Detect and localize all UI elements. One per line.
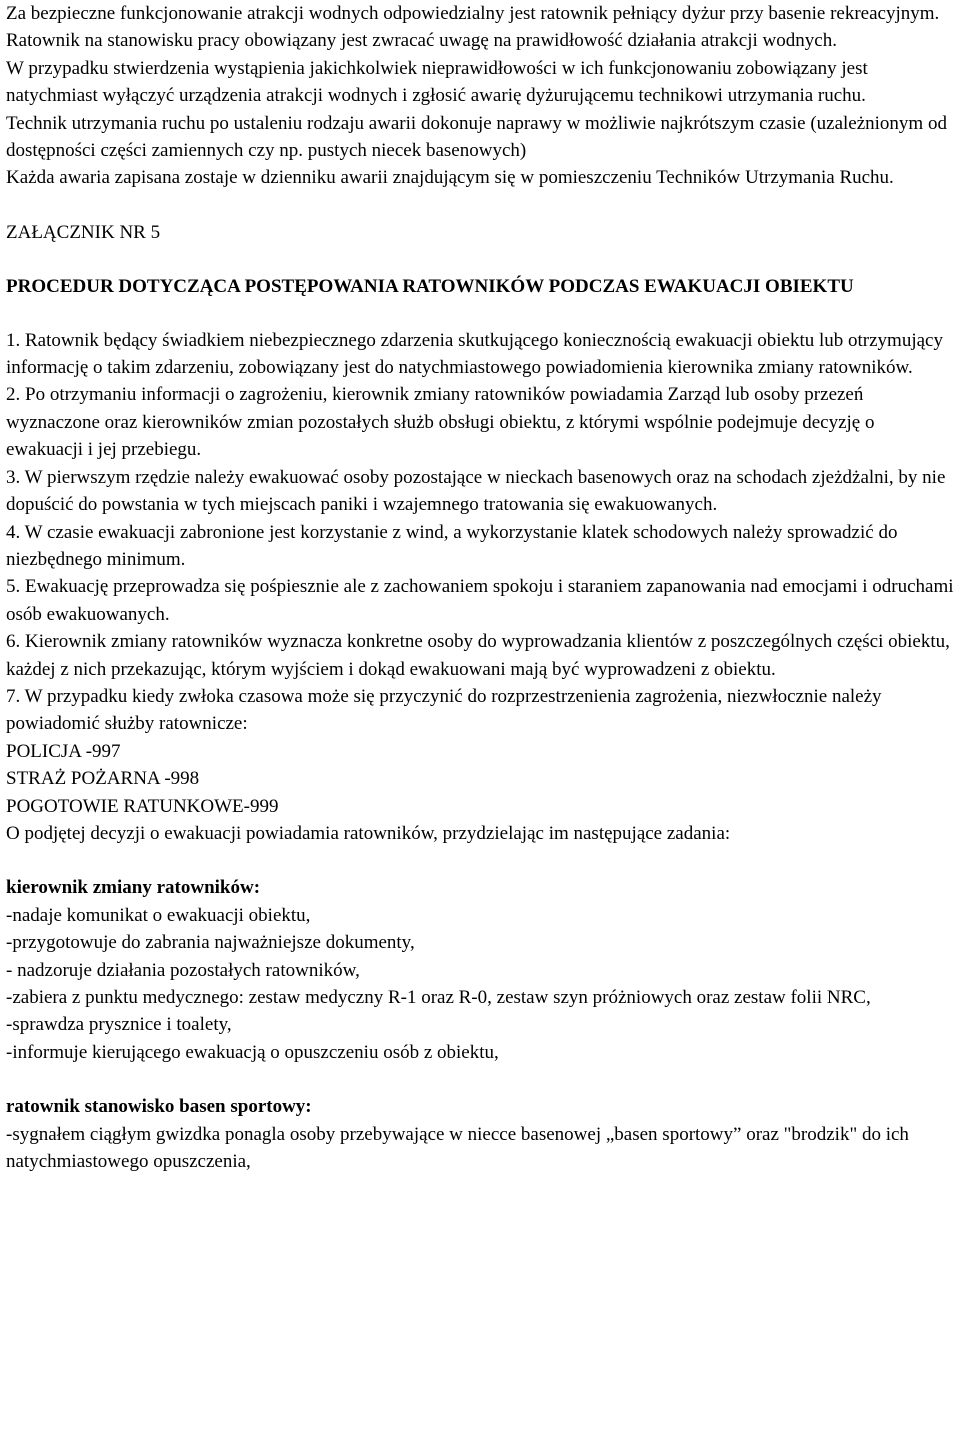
numbered-item: 7. W przypadku kiedy zwłoka czasowa może się przyczynić do rozprzestrzenienia zagrożenia, niezwłocznie należy powiadomić służby ratownicze: <box>6 685 882 735</box>
task-item: -przygotowuje do zabrania najważniejsze dokumenty, <box>6 932 415 954</box>
numbered-item: 1. Ratownik będący świadkiem niebezpiecznego zdarzenia skutkującego koniecznością ewakuacji obiektu lub otrzymujący informację o takim zdarzeniu, zobowiązany jest do natychmiastowego powiadomienia kierownika zmiany ratowników. <box>6 329 943 379</box>
decision-line: O podjętej decyzji o ewakuacji powiadamia ratowników, przydzielając im następujące zadania: <box>6 822 731 844</box>
intro-paragraph: Technik utrzymania ruchu po ustaleniu rodzaju awarii dokonuje naprawy w możliwie najkrótszym czasie (uzależnionym od dostępności części zamiennych czy np. pustych niecek basenowych) <box>6 112 947 162</box>
intro-paragraph: Za bezpieczne funkcjonowanie atrakcji wodnych odpowiedzialny jest ratownik pełniący dyżur przy basenie rekreacyjnym. <box>6 3 940 24</box>
numbered-item: 6. Kierownik zmiany ratowników wyznacza konkretne osoby do wyprowadzania klientów z poszczególnych części obiektu, każdej z nich przekazując, którym wyjściem i dokąd ewakuowani mają być wyprowadzeni z obiektu. <box>6 631 950 680</box>
numbered-item: 3. W pierwszym rzędzie należy ewakuować osoby pozostające w nieckach basenowych oraz na schodach zjeżdżalni, by nie dopuścić do powstania w tych miejscach paniki i wzajemnego tratowania się ewakuowanych. <box>6 466 946 516</box>
numbered-item: 4. W czasie ewakuacji zabronione jest korzystanie z wind, a wykorzystanie klatek schodowych należy sprowadzić do niezbędnego minimum. <box>6 521 898 570</box>
task-item: -nadaje komunikat o ewakuacji obiektu, <box>6 904 311 926</box>
emergency-numbers <box>6 738 954 820</box>
shift-manager-heading: kierownik zmiany ratowników: <box>6 877 261 899</box>
annex-label: ZAŁĄCZNIK NR 5 <box>6 221 161 243</box>
task-item: -zabiera z punktu medycznego: zestaw medyczny R-1 oraz R-0, zestaw szyn próżniowych oraz zestaw folii NRC, <box>6 987 871 1008</box>
intro-section <box>6 0 954 192</box>
emergency-number: POGOTOWIE RATUNKOWE-999 <box>6 795 279 817</box>
task-item: -sprawdza prysznice i toalety, <box>6 1014 232 1036</box>
task-item: -sygnałem ciągłym gwizdka ponagla osoby przebywające w niecce basenowej „basen sportowy” oraz "brodzik" do ich natychmiastowego opuszczenia, <box>6 1123 909 1173</box>
intro-paragraph: Każda awaria zapisana zostaje w dzienniku awarii znajdującym się w pomieszczeniu Techników Utrzymania Ruchu. <box>6 167 894 189</box>
numbered-item: 5. Ewakuację przeprowadza się pośpiesznie ale z zachowaniem spokoju i staraniem zapanowania nad emocjami i odruchami osób ewakuowanych. <box>6 576 954 625</box>
task-item: - nadzoruje działania pozostałych ratowników, <box>6 959 360 981</box>
intro-paragraph: Ratownik na stanowisku pracy obowiązany jest zwracać uwagę na prawidłowość działania atrakcji wodnych. <box>6 30 837 52</box>
sport-pool-heading: ratownik stanowisko basen sportowy: <box>6 1096 312 1118</box>
procedure-title: PROCEDUR DOTYCZĄCA POSTĘPOWANIA RATOWNIKÓW PODCZAS EWAKUACJI OBIEKTU <box>6 276 854 298</box>
shift-manager-section <box>6 874 954 1066</box>
numbered-item: 2. Po otrzymaniu informacji o zagrożeniu, kierownik zmiany ratowników powiadamia Zarząd lub osoby przezeń wyznaczone oraz kierowników zmian pozostałych służb obsługi obiektu, z którymi wspólnie podejmuje decyzję o ewakuacji i jej przebiegu. <box>6 384 875 461</box>
emergency-number: POLICJA -997 <box>6 740 121 762</box>
emergency-number: STRAŻ POŻARNA -998 <box>6 768 200 790</box>
task-item: -informuje kierującego ewakuacją o opuszczeniu osób z obiektu, <box>6 1041 499 1063</box>
numbered-list <box>6 327 954 738</box>
intro-paragraph: W przypadku stwierdzenia wystąpienia jakichkolwiek nieprawidłowości w ich funkcjonowaniu zobowiązany jest natychmiast wyłączyć urządzenia atrakcji wodnych i zgłosić awarię dyżurującemu technikowi utrzymania ruchu. <box>6 57 868 107</box>
sport-pool-section <box>6 1093 954 1175</box>
